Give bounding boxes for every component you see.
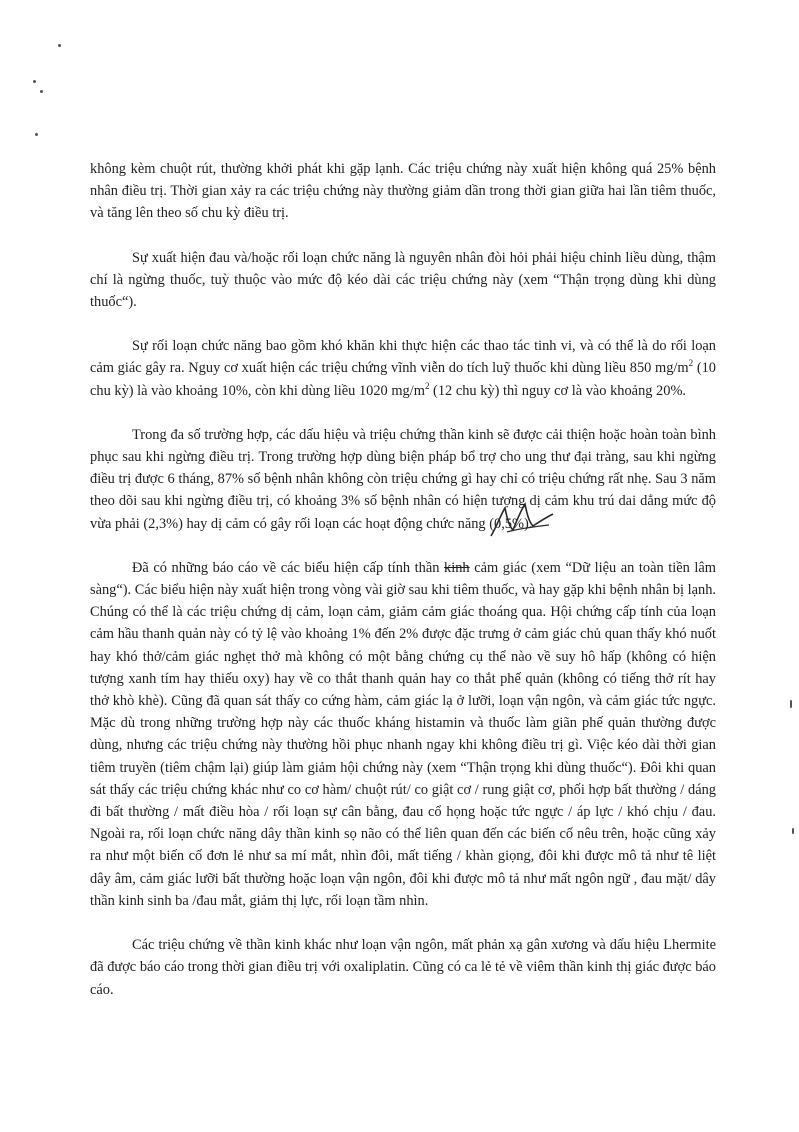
struck-word: kinh: [444, 559, 470, 576]
scan-speck: [58, 44, 61, 47]
document-body: [90, 158, 716, 1001]
scan-speck: [35, 133, 38, 136]
paragraph-3: [90, 335, 716, 402]
paragraph-1: không kèm chuột rút, thường khởi phát khi gặp lạnh. Các triệu chứng này xuất hiện không quá 25% bệnh nhân điều trị. Thời gian xảy ra các triệu chứng này thường giảm dần trong thời gian giữa hai lần tiêm thuốc, và tăng lên theo số chu kỳ điều trị.: [90, 161, 716, 222]
scan-speck: [33, 80, 36, 83]
paragraph-6: Các triệu chứng về thần kinh khác như loạn vận ngôn, mất phản xạ gân xương và dấu hiệu Lhermite đã được báo cáo trong thời gian điều trị với oxaliplatin. Cũng có ca lẻ tẻ về viêm thần kinh thị giác được báo cáo.: [90, 937, 716, 998]
paragraph-3-text-b: (10 chu kỳ) là vào khoảng 10%, còn khi dùng liều 1020 mg/m: [90, 360, 717, 399]
paragraph-3-text-a: Sự rối loạn chức năng bao gồm khó khăn khi thực hiện các thao tác tinh vi, và có thể là do rối loạn cảm giác gây ra. Nguy cơ xuất hiện các triệu chứng vĩnh viễn do tích luỹ thuốc khi dùng liều 850 mg/m: [90, 338, 716, 377]
scan-speck: [790, 700, 792, 708]
paragraph-5-text-b: cảm giác (xem “Dữ liệu an toàn tiền lâm sàng“). Các biểu hiện này xuất hiện trong vòng vài giờ sau khi tiêm thuốc, và hay gặp khi bệnh nhân bị lạnh. Chúng có thể là các triệu chứng dị cảm, loạn cảm, giảm cảm giác thoáng qua. Hội chứng cấp tính của loạn cảm hầu thanh quản này có tỷ lệ vào khoảng 1% đến 2% được đặc trưng ở cảm giác chủ quan thấy khó nuốt hay khó thở/cảm giác nghẹt thở mà không có một bằng chứng cụ thể nào về suy hô hấp (không có hiện tượng xanh tím hay thiếu oxy) hay về co thắt thanh quản hay co thắt phế quản (không có tiếng thở rít hay thở khò khè). Cũng đã quan sát thấy co cứng hàm, cảm giác lạ ở lưỡi, loạn vận ngôn, và cảm giác tức ngực. Mặc dù trong những trường hợp này các thuốc kháng histamin và thuốc làm giãn phế quản thường được dùng, nhưng các triệu chứng này thường hồi phục nhanh ngay khi không điều trị gì. Việc kéo dài thời gian tiêm truyền (tiêm chậm lại) giúp làm giảm hội chứng này (xem “Thận trọng khi dùng thuốc“). Đôi khi quan sát thấy các triệu chứng khác như co cơ hàm/ chuột rút/ co giật cơ / rung giật cơ, phối hợp bất thường / dáng đi bất thường / mất điều hòa / rối loạn sự cân bằng, đau cổ họng hoặc tức ngực / áp lực / khó chịu / đau. Ngoài ra, rối loạn chức năng dây thần kinh sọ não có thể liên quan đến các biến cố nêu trên, hoặc cũng xảy ra như một biến cố đơn lẻ như sa mí mắt, nhìn đôi, mất tiếng / khàn giọng, đôi khi được mô tả như tê liệt dây âm, cảm giác lưỡi bất thường hoặc loạn vận ngôn, đôi khi được mô tả như mất ngôn ngữ , đau mặt/ dây thần kinh sinh ba /đau mắt, giảm thị lực, rối loạn tầm nhìn.: [90, 559, 717, 909]
superscript-squared: 2: [424, 380, 430, 391]
paragraph-5: [90, 557, 716, 912]
paragraph-4: Trong đa số trường hợp, các dấu hiệu và triệu chứng thần kinh sẽ được cải thiện hoặc hoàn toàn bình phục sau khi ngừng điều trị. Trong trường hợp dùng biện pháp bổ trợ cho ung thư đại tràng, sau khi ngừng điều trị được 6 tháng, 87% số bệnh nhân không còn triệu chứng gì hay chỉ có triệu chứng rất nhẹ. Sau 3 năm theo dõi sau khi ngừng điều trị, có khoảng 3% số bệnh nhân có hiện tượng dị cảm khu trú dai dẳng mức độ vừa phải (2,3%) hay dị cảm có gây rối loạn các hoạt động chức năng (0,5%).: [90, 426, 716, 532]
paragraph-5-text-a: Đã có những báo cáo về các biểu hiện cấp tính thần: [132, 559, 445, 576]
scan-speck: [792, 828, 794, 834]
paragraph-2: Sự xuất hiện đau và/hoặc rối loạn chức năng là nguyên nhân đòi hỏi phải hiệu chỉnh liều dùng, thậm chí là ngừng thuốc, tuỳ thuộc vào mức độ kéo dài các triệu chứng này (xem “Thận trọng dùng khi dùng thuốc“).: [90, 249, 716, 311]
handwritten-initials: [487, 496, 557, 542]
scan-speck: [40, 90, 43, 93]
superscript-squared: 2: [688, 358, 694, 369]
paragraph-3-text-c: (12 chu kỳ) thì nguy cơ là vào khoảng 20%.: [429, 382, 687, 399]
